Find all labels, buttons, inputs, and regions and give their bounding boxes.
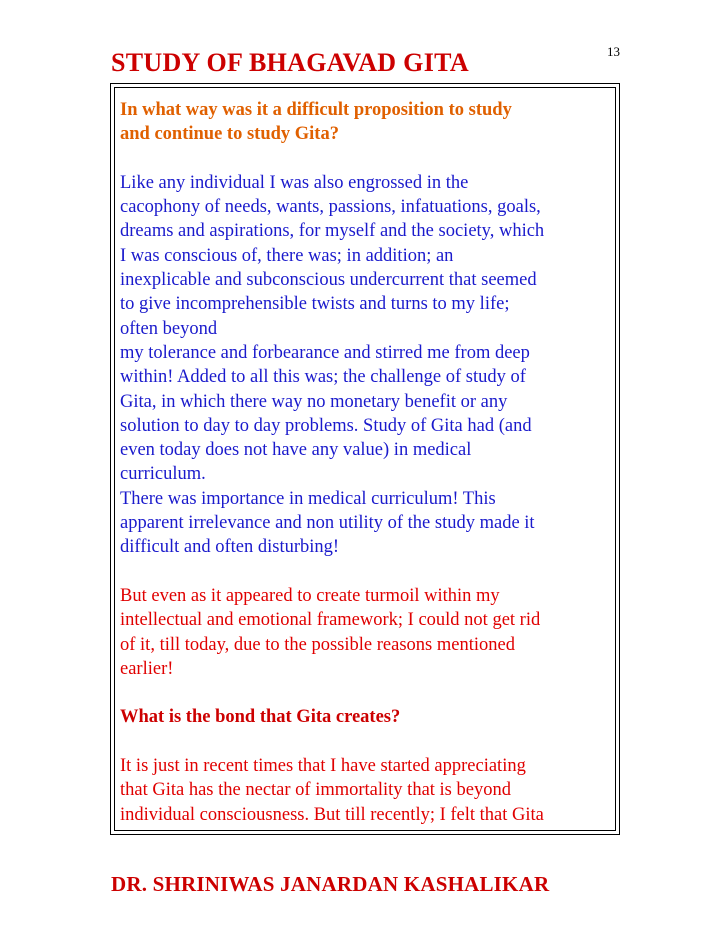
question-difficult-proposition <box>120 98 615 147</box>
text-line: intellectual and emotional framework; I could not get rid <box>120 610 541 631</box>
paragraph-nectar <box>120 754 615 827</box>
text-line: There was importance in medical curriculum! This <box>120 488 496 509</box>
text-line: dreams and aspirations, for myself and the society, which <box>120 221 545 242</box>
text-line: cacophony of needs, wants, passions, infatuations, goals, <box>120 197 541 218</box>
text-line: It is just in recent times that I have started appreciating <box>120 756 526 777</box>
text-line: often beyond <box>120 318 218 339</box>
text-line: even today does not have any value) in medical <box>120 440 472 461</box>
text-line: difficult and often disturbing! <box>120 537 340 558</box>
author-name: DR. SHRINIWAS JANARDAN KASHALIKAR <box>111 872 550 896</box>
text-line: curriculum. <box>120 464 206 485</box>
text-line: to give incomprehensible twists and turns to my life; <box>120 294 510 315</box>
text-line: earlier! <box>120 658 174 679</box>
paragraph-gap <box>120 681 615 705</box>
text-line: Like any individual I was also engrossed in the <box>120 172 469 193</box>
text-line: Gita, in which there way no monetary benefit or any <box>120 391 508 412</box>
question-bond <box>120 705 615 729</box>
paragraph-gap <box>120 730 615 754</box>
text-line: within! Added to all this was; the challenge of study of <box>120 367 526 388</box>
text-line: But even as it appeared to create turmoil within my <box>120 585 500 606</box>
content-box-inner-border <box>114 87 616 831</box>
text-line: I was conscious of, there was; in addition; an <box>120 245 454 266</box>
text-line: In what way was it a difficult proposition to study <box>120 100 512 120</box>
paragraph-turmoil <box>120 584 615 681</box>
text-line: apparent irrelevance and non utility of the study made it <box>120 513 535 534</box>
text-line: that Gita has the nectar of immortality that is beyond <box>120 780 511 801</box>
content-box-outer-border <box>110 83 620 835</box>
text-line: inexplicable and subconscious undercurrent that seemed <box>120 270 537 291</box>
text-line: and continue to study Gita? <box>120 124 339 145</box>
text-line: of it, till today, due to the possible reasons mentioned <box>120 634 515 655</box>
paragraph-engrossed <box>120 171 615 560</box>
page-title: STUDY OF BHAGAVAD GITA <box>111 48 469 77</box>
text-line: individual consciousness. But till recently; I felt that Gita <box>120 804 544 825</box>
page-number: 13 <box>607 44 620 59</box>
paragraph-gap <box>120 560 615 584</box>
paragraph-gap <box>120 147 615 171</box>
text-line: my tolerance and forbearance and stirred me from deep <box>120 342 530 363</box>
text-line: solution to day to day problems. Study of Gita had (and <box>120 415 532 436</box>
text-line: What is the bond that Gita creates? <box>120 707 401 728</box>
